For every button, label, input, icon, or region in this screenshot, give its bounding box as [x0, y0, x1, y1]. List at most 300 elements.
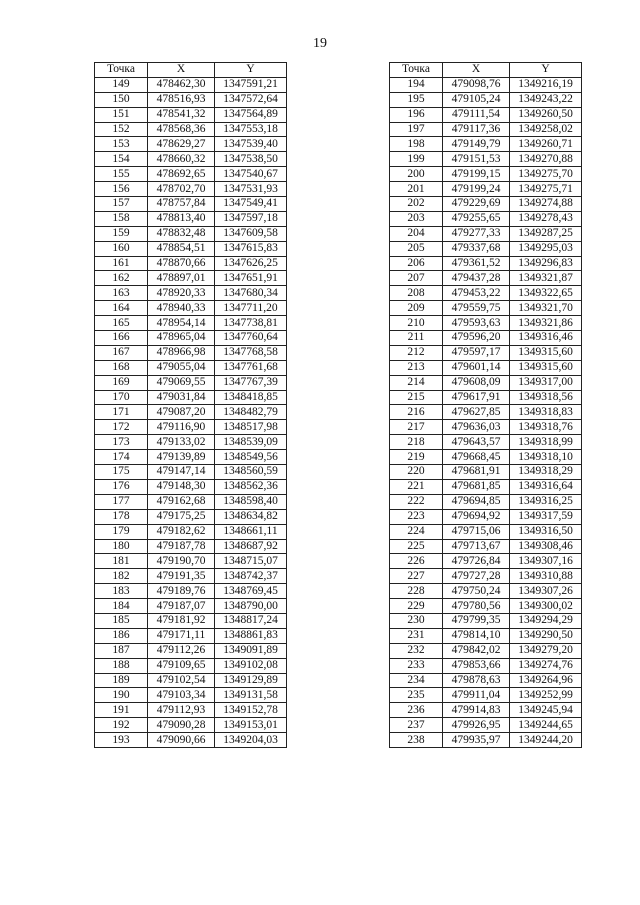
x-coordinate-cell: 479593,63	[443, 316, 510, 331]
y-coordinate-cell: 1348549,56	[215, 450, 287, 465]
point-number-cell: 196	[390, 107, 443, 122]
x-coordinate-cell: 479914,83	[443, 703, 510, 718]
x-coordinate-cell: 479694,85	[443, 494, 510, 509]
table-row	[95, 599, 287, 614]
y-coordinate-cell: 1347761,68	[215, 360, 287, 375]
x-coordinate-cell: 479713,67	[443, 539, 510, 554]
y-coordinate-cell: 1347615,83	[215, 241, 287, 256]
y-coordinate-cell: 1347539,40	[215, 137, 287, 152]
x-coordinate-cell: 479105,24	[443, 92, 510, 107]
table-row	[95, 643, 287, 658]
table-row	[95, 718, 287, 733]
y-coordinate-cell: 1349260,71	[510, 137, 582, 152]
y-coordinate-cell: 1349252,99	[510, 688, 582, 703]
x-coordinate-cell: 479453,22	[443, 286, 510, 301]
x-coordinate-cell: 479182,62	[148, 524, 215, 539]
point-number-cell: 214	[390, 375, 443, 390]
table-header-row	[95, 63, 287, 78]
table-row	[390, 465, 582, 480]
x-coordinate-cell: 478940,33	[148, 301, 215, 316]
y-coordinate-cell: 1349270,88	[510, 152, 582, 167]
x-coordinate-cell: 479102,54	[148, 673, 215, 688]
point-number-cell: 201	[390, 182, 443, 197]
x-coordinate-cell: 479148,30	[148, 479, 215, 494]
x-coordinate-cell: 479853,66	[443, 658, 510, 673]
x-coordinate-cell: 479361,52	[443, 256, 510, 271]
point-number-cell: 200	[390, 167, 443, 182]
table-row	[95, 539, 287, 554]
x-coordinate-cell: 478954,14	[148, 316, 215, 331]
point-number-cell: 212	[390, 345, 443, 360]
point-number-cell: 192	[95, 718, 148, 733]
point-number-cell: 191	[95, 703, 148, 718]
point-number-cell: 228	[390, 584, 443, 599]
x-coordinate-cell: 479199,24	[443, 182, 510, 197]
y-coordinate-cell: 1349216,19	[510, 77, 582, 92]
point-number-cell: 179	[95, 524, 148, 539]
x-coordinate-cell: 479133,02	[148, 435, 215, 450]
table-row	[390, 92, 582, 107]
table-row	[95, 688, 287, 703]
y-coordinate-cell: 1348715,07	[215, 554, 287, 569]
point-number-cell: 185	[95, 613, 148, 628]
x-coordinate-cell: 479147,14	[148, 465, 215, 480]
y-coordinate-cell: 1349244,20	[510, 733, 582, 748]
point-number-cell: 234	[390, 673, 443, 688]
point-number-cell: 199	[390, 152, 443, 167]
table-row	[390, 122, 582, 137]
table-row	[95, 405, 287, 420]
point-number-cell: 207	[390, 271, 443, 286]
x-coordinate-cell: 478568,36	[148, 122, 215, 137]
table-row	[390, 182, 582, 197]
y-coordinate-cell: 1349321,87	[510, 271, 582, 286]
table-row	[95, 613, 287, 628]
point-number-cell: 171	[95, 405, 148, 420]
table-row	[95, 301, 287, 316]
y-coordinate-cell: 1349152,78	[215, 703, 287, 718]
x-coordinate-cell: 479597,17	[443, 345, 510, 360]
y-coordinate-cell: 1347553,18	[215, 122, 287, 137]
point-number-cell: 197	[390, 122, 443, 137]
y-coordinate-cell: 1349318,76	[510, 420, 582, 435]
y-coordinate-cell: 1348634,82	[215, 509, 287, 524]
x-coordinate-cell: 478660,32	[148, 152, 215, 167]
x-coordinate-cell: 479199,15	[443, 167, 510, 182]
x-coordinate-cell: 478629,27	[148, 137, 215, 152]
x-coordinate-cell: 479181,92	[148, 613, 215, 628]
table-row	[95, 673, 287, 688]
x-coordinate-cell: 479187,78	[148, 539, 215, 554]
table-row	[95, 241, 287, 256]
y-coordinate-cell: 1349287,25	[510, 226, 582, 241]
table-row	[95, 703, 287, 718]
table-row	[95, 435, 287, 450]
x-coordinate-cell: 478965,04	[148, 331, 215, 346]
table-row	[95, 569, 287, 584]
table-row	[95, 256, 287, 271]
x-coordinate-cell: 479111,54	[443, 107, 510, 122]
x-coordinate-cell: 479780,56	[443, 599, 510, 614]
y-coordinate-cell: 1347531,93	[215, 182, 287, 197]
table-row	[390, 345, 582, 360]
table-row	[390, 211, 582, 226]
y-coordinate-cell: 1349274,76	[510, 658, 582, 673]
x-coordinate-cell: 478832,48	[148, 226, 215, 241]
point-number-cell: 150	[95, 92, 148, 107]
point-number-cell: 184	[95, 599, 148, 614]
page-number: 19	[313, 36, 327, 51]
y-coordinate-cell: 1348661,11	[215, 524, 287, 539]
x-coordinate-cell: 479103,34	[148, 688, 215, 703]
table-row	[95, 494, 287, 509]
point-number-cell: 203	[390, 211, 443, 226]
point-number-cell: 223	[390, 509, 443, 524]
point-number-cell: 232	[390, 643, 443, 658]
table-row	[390, 375, 582, 390]
table-row	[95, 509, 287, 524]
table-row	[390, 331, 582, 346]
table-row	[95, 152, 287, 167]
table-row	[390, 77, 582, 92]
point-number-cell: 156	[95, 182, 148, 197]
y-coordinate-cell: 1347564,89	[215, 107, 287, 122]
table-row	[95, 390, 287, 405]
x-coordinate-cell: 479162,68	[148, 494, 215, 509]
y-coordinate-cell: 1349260,50	[510, 107, 582, 122]
point-number-cell: 193	[95, 733, 148, 748]
table-row	[95, 77, 287, 92]
point-number-cell: 176	[95, 479, 148, 494]
x-coordinate-cell: 478702,70	[148, 182, 215, 197]
y-coordinate-cell: 1349315,60	[510, 345, 582, 360]
table-row	[390, 197, 582, 212]
x-coordinate-cell: 478966,98	[148, 345, 215, 360]
point-number-cell: 155	[95, 167, 148, 182]
point-number-cell: 177	[95, 494, 148, 509]
table-row	[95, 450, 287, 465]
point-number-cell: 159	[95, 226, 148, 241]
point-number-cell: 187	[95, 643, 148, 658]
y-coordinate-cell: 1349244,65	[510, 718, 582, 733]
point-number-cell: 158	[95, 211, 148, 226]
x-coordinate-cell: 479842,02	[443, 643, 510, 658]
y-coordinate-cell: 1349264,96	[510, 673, 582, 688]
x-coordinate-cell: 479090,28	[148, 718, 215, 733]
point-number-cell: 221	[390, 479, 443, 494]
point-number-cell: 219	[390, 450, 443, 465]
table-header-row	[390, 63, 582, 78]
point-number-cell: 230	[390, 613, 443, 628]
y-coordinate-cell: 1349307,26	[510, 584, 582, 599]
table-row	[390, 316, 582, 331]
y-coordinate-cell: 1349317,59	[510, 509, 582, 524]
x-coordinate-cell: 479069,55	[148, 375, 215, 390]
table-row	[95, 360, 287, 375]
point-number-cell: 194	[390, 77, 443, 92]
point-number-cell: 216	[390, 405, 443, 420]
table-row	[390, 733, 582, 748]
table-row	[390, 613, 582, 628]
x-coordinate-cell: 478541,32	[148, 107, 215, 122]
table-row	[390, 450, 582, 465]
x-coordinate-cell: 478462,30	[148, 77, 215, 92]
y-coordinate-cell: 1349321,70	[510, 301, 582, 316]
y-coordinate-cell: 1347540,67	[215, 167, 287, 182]
y-coordinate-cell: 1349318,29	[510, 465, 582, 480]
point-number-cell: 226	[390, 554, 443, 569]
table-row	[390, 420, 582, 435]
point-number-cell: 205	[390, 241, 443, 256]
table-row	[95, 197, 287, 212]
y-coordinate-cell: 1348562,36	[215, 479, 287, 494]
y-coordinate-cell: 1348742,37	[215, 569, 287, 584]
x-coordinate-cell: 479116,90	[148, 420, 215, 435]
x-coordinate-cell: 479617,91	[443, 390, 510, 405]
point-number-cell: 238	[390, 733, 443, 748]
x-coordinate-cell: 479255,65	[443, 211, 510, 226]
table-row	[95, 182, 287, 197]
table-row	[390, 167, 582, 182]
x-coordinate-cell: 479151,53	[443, 152, 510, 167]
column-header-y: Y	[510, 63, 582, 78]
point-number-cell: 154	[95, 152, 148, 167]
y-coordinate-cell: 1349279,20	[510, 643, 582, 658]
x-coordinate-cell: 479139,89	[148, 450, 215, 465]
x-coordinate-cell: 479087,20	[148, 405, 215, 420]
x-coordinate-cell: 479112,93	[148, 703, 215, 718]
y-coordinate-cell: 1347680,34	[215, 286, 287, 301]
point-number-cell: 220	[390, 465, 443, 480]
table-row	[390, 554, 582, 569]
table-row	[95, 524, 287, 539]
point-number-cell: 190	[95, 688, 148, 703]
x-coordinate-cell: 479031,84	[148, 390, 215, 405]
y-coordinate-cell: 1349295,03	[510, 241, 582, 256]
x-coordinate-cell: 479627,85	[443, 405, 510, 420]
y-coordinate-cell: 1347626,25	[215, 256, 287, 271]
table-row	[95, 137, 287, 152]
x-coordinate-cell: 479117,36	[443, 122, 510, 137]
point-number-cell: 215	[390, 390, 443, 405]
x-coordinate-cell: 478516,93	[148, 92, 215, 107]
y-coordinate-cell: 1349322,65	[510, 286, 582, 301]
point-number-cell: 168	[95, 360, 148, 375]
point-number-cell: 172	[95, 420, 148, 435]
column-header-x: X	[443, 63, 510, 78]
table-row	[390, 241, 582, 256]
x-coordinate-cell: 479608,09	[443, 375, 510, 390]
point-number-cell: 165	[95, 316, 148, 331]
x-coordinate-cell: 479911,04	[443, 688, 510, 703]
table-row	[95, 345, 287, 360]
table-row	[95, 271, 287, 286]
table-row	[390, 643, 582, 658]
x-coordinate-cell: 479437,28	[443, 271, 510, 286]
point-number-cell: 163	[95, 286, 148, 301]
table-row	[95, 479, 287, 494]
y-coordinate-cell: 1349318,10	[510, 450, 582, 465]
point-number-cell: 237	[390, 718, 443, 733]
point-number-cell: 233	[390, 658, 443, 673]
y-coordinate-cell: 1347609,58	[215, 226, 287, 241]
point-number-cell: 206	[390, 256, 443, 271]
point-number-cell: 160	[95, 241, 148, 256]
y-coordinate-cell: 1347768,58	[215, 345, 287, 360]
point-number-cell: 178	[95, 509, 148, 524]
column-header-x: X	[148, 63, 215, 78]
point-number-cell: 157	[95, 197, 148, 212]
y-coordinate-cell: 1349310,88	[510, 569, 582, 584]
point-number-cell: 222	[390, 494, 443, 509]
y-coordinate-cell: 1349316,50	[510, 524, 582, 539]
point-number-cell: 161	[95, 256, 148, 271]
y-coordinate-cell: 1348790,00	[215, 599, 287, 614]
x-coordinate-cell: 479190,70	[148, 554, 215, 569]
point-number-cell: 188	[95, 658, 148, 673]
table-row	[390, 152, 582, 167]
table-row	[95, 107, 287, 122]
table-row	[390, 569, 582, 584]
x-coordinate-cell: 478813,40	[148, 211, 215, 226]
y-coordinate-cell: 1347572,64	[215, 92, 287, 107]
point-number-cell: 182	[95, 569, 148, 584]
y-coordinate-cell: 1349245,94	[510, 703, 582, 718]
point-number-cell: 208	[390, 286, 443, 301]
y-coordinate-cell: 1347591,21	[215, 77, 287, 92]
x-coordinate-cell: 479149,79	[443, 137, 510, 152]
point-number-cell: 149	[95, 77, 148, 92]
point-number-cell: 218	[390, 435, 443, 450]
x-coordinate-cell: 479681,91	[443, 465, 510, 480]
point-number-cell: 225	[390, 539, 443, 554]
x-coordinate-cell: 478692,65	[148, 167, 215, 182]
y-coordinate-cell: 1349321,86	[510, 316, 582, 331]
column-header-point: Точка	[390, 63, 443, 78]
table-row	[390, 658, 582, 673]
table-row	[390, 599, 582, 614]
y-coordinate-cell: 1349102,08	[215, 658, 287, 673]
y-coordinate-cell: 1349318,56	[510, 390, 582, 405]
point-number-cell: 189	[95, 673, 148, 688]
x-coordinate-cell: 478920,33	[148, 286, 215, 301]
y-coordinate-cell: 1349308,46	[510, 539, 582, 554]
table-row	[390, 405, 582, 420]
x-coordinate-cell: 479727,28	[443, 569, 510, 584]
table-row	[95, 554, 287, 569]
table-row	[95, 465, 287, 480]
y-coordinate-cell: 1349275,71	[510, 182, 582, 197]
point-number-cell: 235	[390, 688, 443, 703]
y-coordinate-cell: 1349317,00	[510, 375, 582, 390]
y-coordinate-cell: 1349153,01	[215, 718, 287, 733]
x-coordinate-cell: 479878,63	[443, 673, 510, 688]
y-coordinate-cell: 1347738,81	[215, 316, 287, 331]
table-row	[95, 658, 287, 673]
x-coordinate-cell: 479694,92	[443, 509, 510, 524]
y-coordinate-cell: 1348598,40	[215, 494, 287, 509]
table-row	[390, 584, 582, 599]
y-coordinate-cell: 1349318,99	[510, 435, 582, 450]
y-coordinate-cell: 1349243,22	[510, 92, 582, 107]
x-coordinate-cell: 478897,01	[148, 271, 215, 286]
point-number-cell: 213	[390, 360, 443, 375]
point-number-cell: 231	[390, 628, 443, 643]
x-coordinate-cell: 479098,76	[443, 77, 510, 92]
point-number-cell: 229	[390, 599, 443, 614]
y-coordinate-cell: 1348817,24	[215, 613, 287, 628]
table-row	[390, 301, 582, 316]
table-row	[95, 92, 287, 107]
x-coordinate-cell: 479191,35	[148, 569, 215, 584]
table-row	[95, 316, 287, 331]
point-number-cell: 181	[95, 554, 148, 569]
y-coordinate-cell: 1349307,16	[510, 554, 582, 569]
y-coordinate-cell: 1347549,41	[215, 197, 287, 212]
x-coordinate-cell: 479726,84	[443, 554, 510, 569]
x-coordinate-cell: 479090,66	[148, 733, 215, 748]
table-row	[390, 509, 582, 524]
table-row	[390, 435, 582, 450]
y-coordinate-cell: 1347760,64	[215, 331, 287, 346]
x-coordinate-cell: 479935,97	[443, 733, 510, 748]
point-number-cell: 166	[95, 331, 148, 346]
point-number-cell: 173	[95, 435, 148, 450]
coordinates-table-left	[94, 62, 287, 748]
x-coordinate-cell: 478870,66	[148, 256, 215, 271]
point-number-cell: 153	[95, 137, 148, 152]
y-coordinate-cell: 1347538,50	[215, 152, 287, 167]
table-row	[390, 494, 582, 509]
x-coordinate-cell: 479055,04	[148, 360, 215, 375]
y-coordinate-cell: 1348539,09	[215, 435, 287, 450]
point-number-cell: 217	[390, 420, 443, 435]
table-body-right	[390, 77, 582, 747]
x-coordinate-cell: 479715,06	[443, 524, 510, 539]
y-coordinate-cell: 1348769,45	[215, 584, 287, 599]
y-coordinate-cell: 1349316,46	[510, 331, 582, 346]
y-coordinate-cell: 1349274,88	[510, 197, 582, 212]
table-row	[390, 479, 582, 494]
table-row	[390, 390, 582, 405]
y-coordinate-cell: 1349290,50	[510, 628, 582, 643]
y-coordinate-cell: 1349204,03	[215, 733, 287, 748]
y-coordinate-cell: 1348482,79	[215, 405, 287, 420]
y-coordinate-cell: 1349278,43	[510, 211, 582, 226]
table-row	[95, 733, 287, 748]
x-coordinate-cell: 479681,85	[443, 479, 510, 494]
table-row	[390, 107, 582, 122]
point-number-cell: 164	[95, 301, 148, 316]
x-coordinate-cell: 479175,25	[148, 509, 215, 524]
x-coordinate-cell: 479601,14	[443, 360, 510, 375]
table-row	[95, 226, 287, 241]
y-coordinate-cell: 1348418,85	[215, 390, 287, 405]
column-header-point: Точка	[95, 63, 148, 78]
y-coordinate-cell: 1349275,70	[510, 167, 582, 182]
table-row	[390, 688, 582, 703]
x-coordinate-cell: 479596,20	[443, 331, 510, 346]
point-number-cell: 195	[390, 92, 443, 107]
y-coordinate-cell: 1349129,89	[215, 673, 287, 688]
coordinates-table-right	[389, 62, 582, 748]
point-number-cell: 180	[95, 539, 148, 554]
table-row	[95, 286, 287, 301]
point-number-cell: 211	[390, 331, 443, 346]
table-row	[390, 137, 582, 152]
table-body-left	[95, 77, 287, 747]
x-coordinate-cell: 479337,68	[443, 241, 510, 256]
